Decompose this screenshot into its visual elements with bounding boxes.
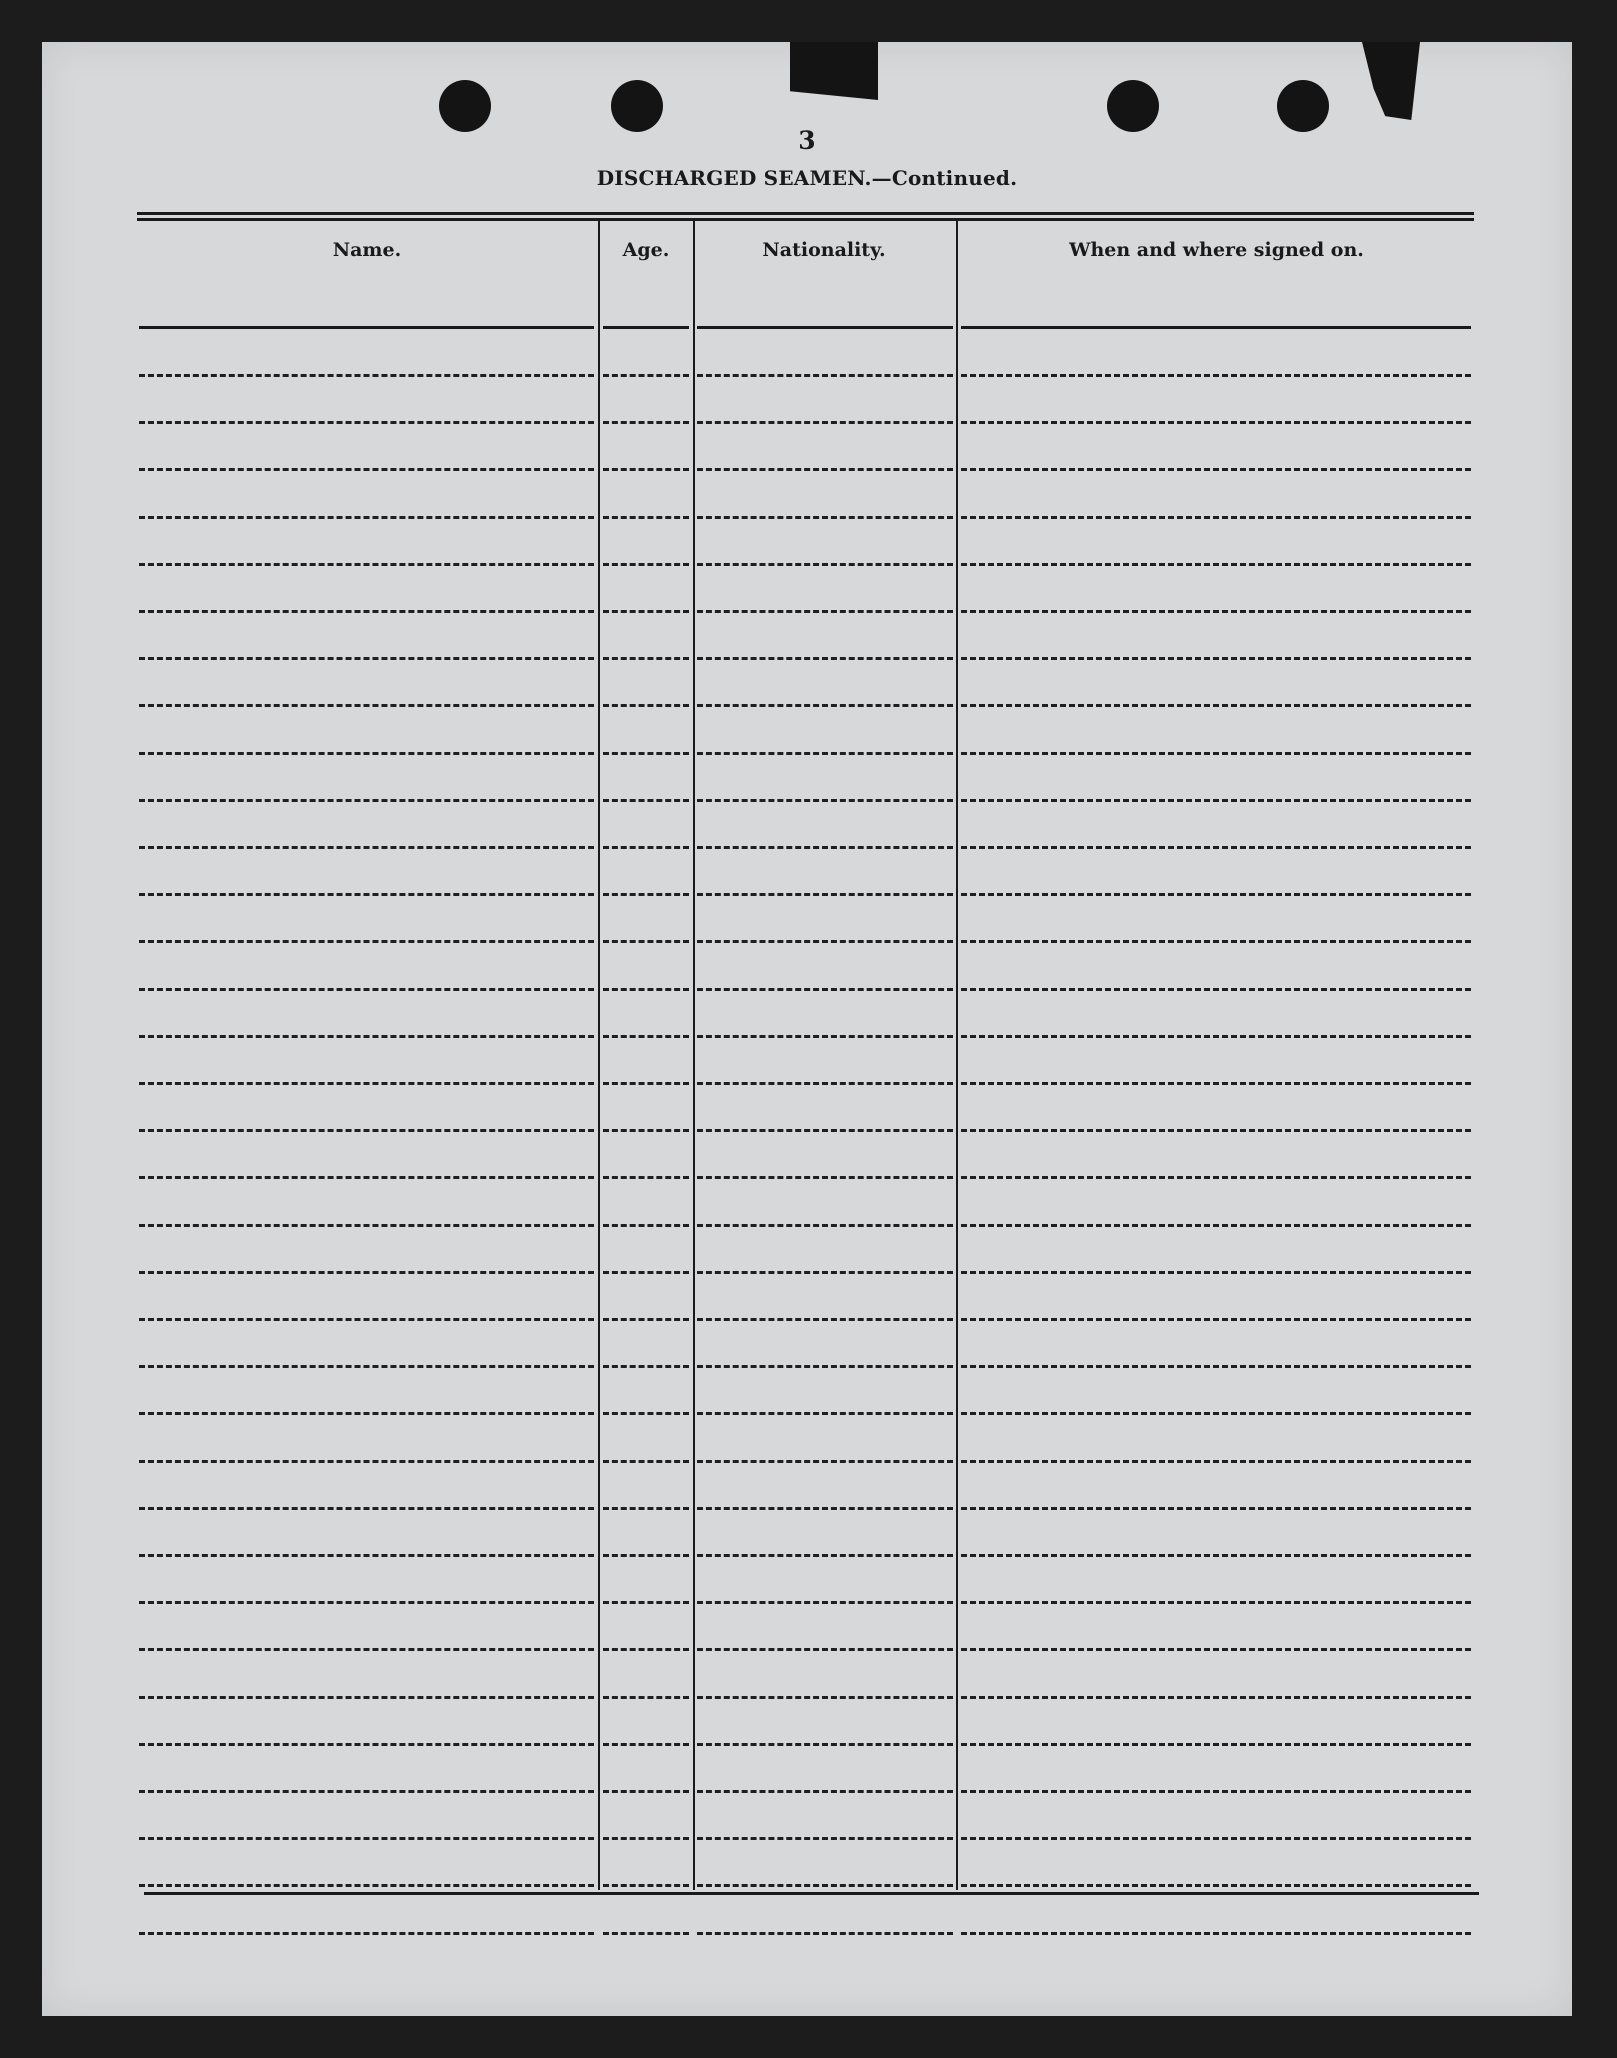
entry-line-name [139, 846, 594, 849]
entry-line-nationality [697, 421, 953, 424]
entry-line-age [603, 1884, 689, 1887]
entry-line-age [603, 421, 689, 424]
entry-line-age [603, 657, 689, 660]
entry-line-age [603, 1318, 689, 1321]
entry-line-age [603, 1412, 689, 1415]
entry-line-name [139, 1460, 594, 1463]
page-number: 3 [798, 126, 816, 155]
entry-line-name [139, 1365, 594, 1368]
header-underline [697, 326, 953, 329]
entry-line-age [603, 752, 689, 755]
entry-line-nationality [697, 1696, 953, 1699]
entry-line-nationality [697, 1743, 953, 1746]
entry-line-signed-on [961, 1224, 1471, 1227]
entry-line-age [603, 1837, 689, 1840]
column-divider [598, 220, 600, 1890]
entry-line-age [603, 1365, 689, 1368]
punch-hole [1277, 80, 1329, 132]
header-underline [961, 326, 1471, 329]
entry-line-name [139, 1790, 594, 1793]
entry-line-signed-on [961, 1696, 1471, 1699]
entry-line-nationality [697, 1035, 953, 1038]
entry-line-signed-on [961, 1129, 1471, 1132]
entry-line-nationality [697, 752, 953, 755]
entry-line-nationality [697, 657, 953, 660]
entry-line-age [603, 1932, 689, 1935]
column-header-signed-on: When and where signed on. [1069, 239, 1364, 261]
entry-line-nationality [697, 1507, 953, 1510]
entry-line-signed-on [961, 1932, 1471, 1935]
punch-hole [1107, 80, 1159, 132]
entry-line-nationality [697, 468, 953, 471]
entry-line-nationality [697, 563, 953, 566]
entry-line-nationality [697, 846, 953, 849]
entry-line-name [139, 1224, 594, 1227]
entry-line-nationality [697, 704, 953, 707]
entry-line-name [139, 752, 594, 755]
entry-line-age [603, 1035, 689, 1038]
entry-line-nationality [697, 893, 953, 896]
entry-line-nationality [697, 940, 953, 943]
entry-line-age [603, 610, 689, 613]
entry-line-signed-on [961, 468, 1471, 471]
entry-line-age [603, 1554, 689, 1557]
entry-line-nationality [697, 1554, 953, 1557]
entry-line-age [603, 1507, 689, 1510]
title-double-rule-top [137, 212, 1474, 215]
entry-line-age [603, 1648, 689, 1651]
entry-line-age [603, 516, 689, 519]
punch-hole [611, 80, 663, 132]
column-header-name: Name. [332, 239, 402, 261]
entry-line-signed-on [961, 1365, 1471, 1368]
entry-line-nationality [697, 1082, 953, 1085]
entry-line-name [139, 1507, 594, 1510]
entry-line-name [139, 940, 594, 943]
entry-line-signed-on [961, 752, 1471, 755]
entry-line-nationality [697, 988, 953, 991]
entry-line-age [603, 563, 689, 566]
entry-line-nationality [697, 1318, 953, 1321]
entry-line-nationality [697, 799, 953, 802]
entry-line-age [603, 1129, 689, 1132]
column-header-age: Age. [622, 239, 670, 261]
entry-line-signed-on [961, 1554, 1471, 1557]
entry-line-nationality [697, 1412, 953, 1415]
entry-line-signed-on [961, 1271, 1471, 1274]
entry-line-age [603, 1224, 689, 1227]
entry-line-name [139, 1035, 594, 1038]
entry-line-age [603, 1271, 689, 1274]
page-title-suffix: —Continued. [871, 166, 1018, 190]
entry-line-name [139, 1884, 594, 1887]
entry-line-name [139, 1082, 594, 1085]
entry-line-signed-on [961, 421, 1471, 424]
entry-line-age [603, 1176, 689, 1179]
entry-line-nationality [697, 1224, 953, 1227]
entry-line-nationality [697, 610, 953, 613]
entry-line-signed-on [961, 1884, 1471, 1887]
entry-line-nationality [697, 1837, 953, 1840]
entry-line-age [603, 846, 689, 849]
entry-line-nationality [697, 1932, 953, 1935]
entry-line-nationality [697, 1460, 953, 1463]
entry-line-signed-on [961, 563, 1471, 566]
entry-line-name [139, 421, 594, 424]
entry-line-nationality [697, 1176, 953, 1179]
entry-line-age [603, 1601, 689, 1604]
entry-line-signed-on [961, 1743, 1471, 1746]
entry-line-signed-on [961, 846, 1471, 849]
entry-line-signed-on [961, 940, 1471, 943]
column-divider [693, 220, 695, 1890]
entry-line-signed-on [961, 1082, 1471, 1085]
entry-line-name [139, 704, 594, 707]
entry-line-age [603, 1743, 689, 1746]
entry-line-name [139, 374, 594, 377]
entry-line-name [139, 799, 594, 802]
entry-line-age [603, 1082, 689, 1085]
entry-line-signed-on [961, 1601, 1471, 1604]
entry-line-age [603, 704, 689, 707]
entry-line-nationality [697, 1365, 953, 1368]
entry-line-name [139, 657, 594, 660]
entry-line-nationality [697, 516, 953, 519]
entry-line-name [139, 1932, 594, 1935]
entry-line-name [139, 468, 594, 471]
entry-line-signed-on [961, 374, 1471, 377]
entry-line-nationality [697, 1129, 953, 1132]
header-underline [603, 326, 689, 329]
column-divider [956, 220, 958, 1890]
entry-line-signed-on [961, 893, 1471, 896]
torn-notch [1362, 42, 1420, 120]
entry-line-signed-on [961, 1176, 1471, 1179]
entry-line-name [139, 893, 594, 896]
entry-line-age [603, 1696, 689, 1699]
page-title [42, 166, 1572, 190]
entry-line-signed-on [961, 610, 1471, 613]
entry-line-age [603, 374, 689, 377]
entry-line-name [139, 1743, 594, 1746]
entry-line-signed-on [961, 799, 1471, 802]
entry-line-signed-on [961, 704, 1471, 707]
entry-line-signed-on [961, 1507, 1471, 1510]
page-title-main: DISCHARGED SEAMEN. [596, 166, 872, 190]
entry-line-name [139, 1176, 594, 1179]
entry-line-signed-on [961, 516, 1471, 519]
entry-line-signed-on [961, 1412, 1471, 1415]
form-page [42, 42, 1572, 2016]
entry-line-name [139, 516, 594, 519]
entry-line-signed-on [961, 1035, 1471, 1038]
entry-line-name [139, 1271, 594, 1274]
header-underline [139, 326, 594, 329]
entry-line-name [139, 1412, 594, 1415]
entry-line-nationality [697, 1790, 953, 1793]
entry-line-signed-on [961, 1648, 1471, 1651]
torn-notch [790, 42, 878, 100]
entry-line-age [603, 988, 689, 991]
table-bottom-rule [144, 1892, 1479, 1895]
punch-hole [439, 80, 491, 132]
entry-line-name [139, 1696, 594, 1699]
entry-line-signed-on [961, 988, 1471, 991]
entry-line-signed-on [961, 657, 1471, 660]
entry-line-name [139, 1318, 594, 1321]
entry-line-nationality [697, 1648, 953, 1651]
entry-line-age [603, 893, 689, 896]
entry-line-age [603, 799, 689, 802]
entry-line-name [139, 563, 594, 566]
entry-line-age [603, 1460, 689, 1463]
entry-line-nationality [697, 374, 953, 377]
entry-line-nationality [697, 1884, 953, 1887]
entry-line-signed-on [961, 1318, 1471, 1321]
entry-line-signed-on [961, 1460, 1471, 1463]
discharged-seamen-table [137, 220, 1474, 1890]
entry-line-age [603, 940, 689, 943]
entry-line-name [139, 610, 594, 613]
entry-line-name [139, 1648, 594, 1651]
entry-line-name [139, 1837, 594, 1840]
entry-line-signed-on [961, 1837, 1471, 1840]
entry-line-name [139, 1601, 594, 1604]
entry-line-nationality [697, 1601, 953, 1604]
entry-line-nationality [697, 1271, 953, 1274]
entry-line-name [139, 1129, 594, 1132]
entry-line-age [603, 1790, 689, 1793]
entry-line-signed-on [961, 1790, 1471, 1793]
column-header-nationality: Nationality. [762, 239, 886, 261]
entry-line-age [603, 468, 689, 471]
entry-line-name [139, 988, 594, 991]
entry-line-name [139, 1554, 594, 1557]
